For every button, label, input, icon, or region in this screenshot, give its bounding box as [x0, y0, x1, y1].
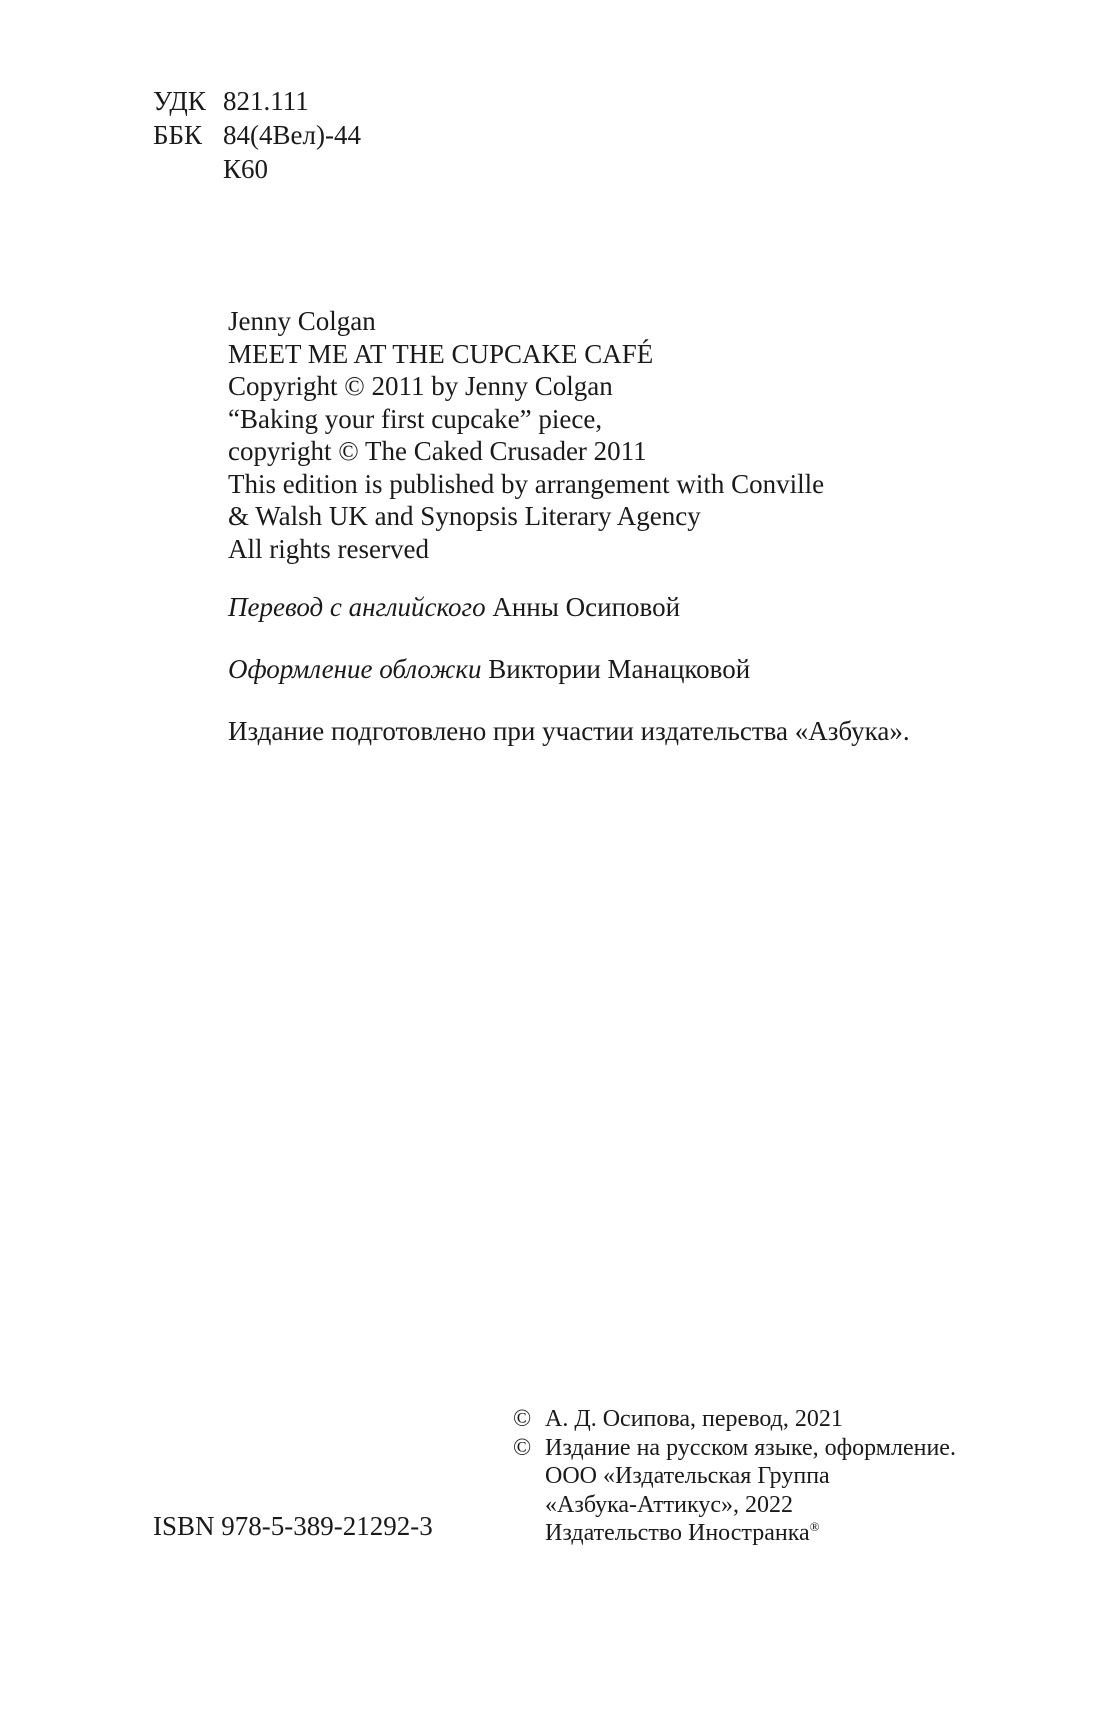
- isbn: ISBN 978-5-389-21292-3: [153, 1511, 433, 1541]
- arrangement-line: & Walsh UK and Synopsis Literary Agency: [228, 501, 701, 531]
- original-copyright-line: Copyright © 2011 by Jenny Colgan: [228, 371, 613, 401]
- translation-role: Перевод с английского: [228, 592, 486, 622]
- cover-designer-name: Виктории Манацковой: [488, 654, 751, 684]
- imprint-name: Издательство Иностранка: [545, 1520, 810, 1546]
- rights-reserved-line: All rights reserved: [228, 533, 429, 564]
- bbk-label: ББК: [153, 120, 203, 150]
- translation-credit: [228, 592, 680, 623]
- rights-block: [513, 1405, 956, 1548]
- registered-mark: ®: [809, 1519, 820, 1534]
- copyright-symbol: ©: [513, 1406, 532, 1432]
- rights-entry: [513, 1434, 956, 1463]
- bbk-value: 84(4Вел)-44: [223, 120, 361, 150]
- original-title: MEET ME AT THE CUPCAKE CAFÉ: [228, 338, 654, 369]
- udk-value: 821.111: [223, 86, 309, 116]
- bbk-row: [153, 118, 361, 152]
- publisher-line: «Азбука-Аттикус», 2022: [545, 1491, 793, 1518]
- original-copyright-line: copyright © The Caked Crusader 2011: [228, 436, 647, 466]
- author-mark-row: [153, 152, 361, 186]
- author-mark: К60: [223, 154, 269, 184]
- arrangement-line: This edition is published by arrangement with Conville: [228, 468, 825, 499]
- edition-rights: Издание на русском языке, оформление.: [545, 1434, 956, 1461]
- udk-row: [153, 84, 361, 118]
- original-copyright-line: “Baking your first cupcake” piece,: [228, 403, 603, 434]
- classification-block: [153, 84, 361, 186]
- copyright-symbol: ©: [513, 1434, 532, 1461]
- original-author: Jenny Colgan: [228, 306, 376, 336]
- rights-entry: [513, 1405, 956, 1434]
- publisher-note: Издание подготовлено при участии издательства «Азбука».: [228, 716, 910, 746]
- cover-credit: [228, 654, 750, 685]
- translation-rights: А. Д. Осипова, перевод, 2021: [545, 1406, 843, 1432]
- imprint-line: [513, 1519, 956, 1548]
- publisher-line: ООО «Издательская Группа: [545, 1463, 830, 1489]
- original-edition-block: [228, 305, 824, 565]
- cover-role: Оформление обложки: [228, 654, 482, 684]
- udk-label: УДК: [153, 86, 206, 116]
- translator-name: Анны Осиповой: [492, 592, 681, 622]
